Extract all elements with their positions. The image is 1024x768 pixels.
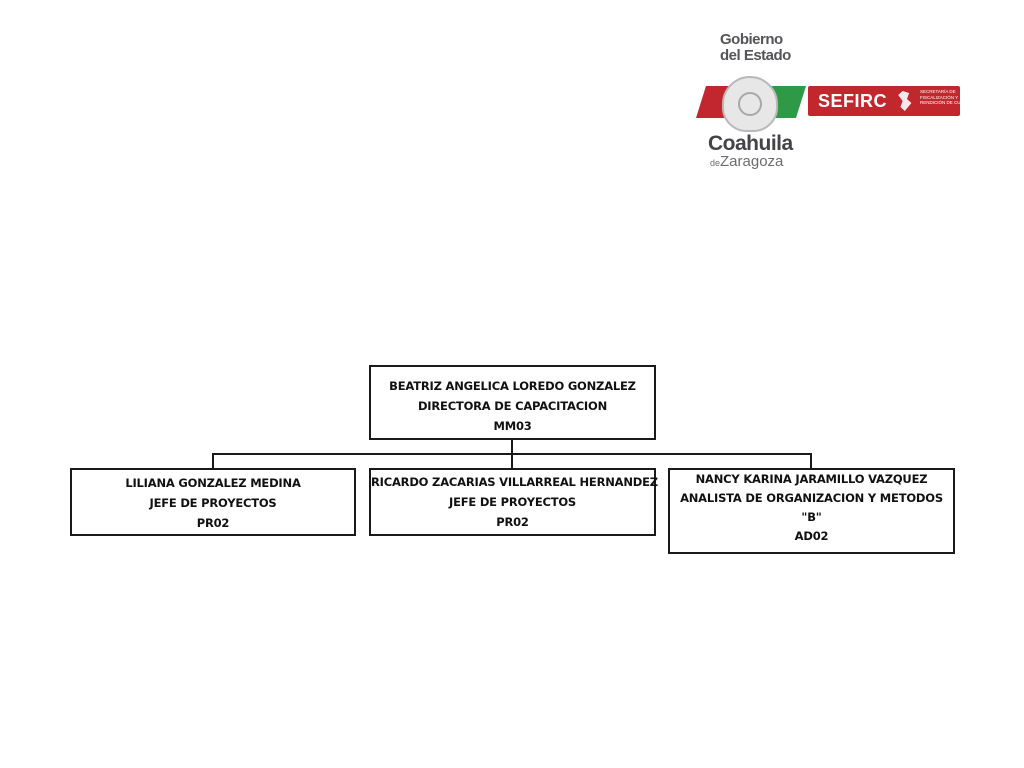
node-name: NANCY KARINA JARAMILLO VAZQUEZ [695, 472, 928, 486]
node-title: JEFE DE PROYECTOS [448, 495, 577, 509]
connector-horizontal [212, 453, 811, 455]
de-text: de [710, 158, 721, 168]
node-code: AD02 [794, 529, 829, 543]
del-estado-text: del Estado [720, 47, 791, 64]
org-node-child-3 [668, 468, 955, 554]
node-title: ANALISTA DE ORGANIZACION Y METODOS [680, 491, 943, 505]
zaragoza-text: Zaragoza [720, 153, 784, 170]
state-seal-icon [722, 76, 778, 132]
node-code: PR02 [196, 516, 230, 530]
node-title-grade: "B" [801, 510, 822, 524]
node-title: JEFE DE PROYECTOS [149, 496, 277, 510]
gobierno-text: Gobierno [720, 31, 783, 48]
sefirc-badge [808, 86, 976, 116]
node-name: BEATRIZ ANGELICA LOREDO GONZALEZ [389, 379, 636, 393]
connector-child-1 [212, 453, 214, 468]
node-name: RICARDO ZACARIAS VILLARREAL HERNANDEZ [371, 475, 658, 489]
de-zaragoza-wordmark [710, 153, 783, 170]
node-code: PR02 [496, 515, 529, 529]
coahuila-map-icon [896, 91, 918, 111]
org-node-child-2 [369, 468, 656, 536]
connector-child-3 [810, 453, 812, 468]
government-logo [690, 28, 990, 178]
gobierno-del-estado-wordmark [720, 32, 800, 64]
org-node-child-1 [70, 468, 356, 536]
org-node-director [369, 365, 656, 440]
node-name: LILIANA GONZALEZ MEDINA [125, 476, 301, 490]
node-title: DIRECTORA DE CAPACITACION [417, 399, 608, 413]
coahuila-wordmark: Coahuila [708, 132, 793, 155]
sefirc-name: SEFIRC [818, 91, 888, 111]
sefirc-description: SECRETARÍA DE FISCALIZACIÓN Y RENDICIÓN DE CUENTAS [920, 89, 976, 105]
node-code: MM03 [493, 419, 532, 433]
